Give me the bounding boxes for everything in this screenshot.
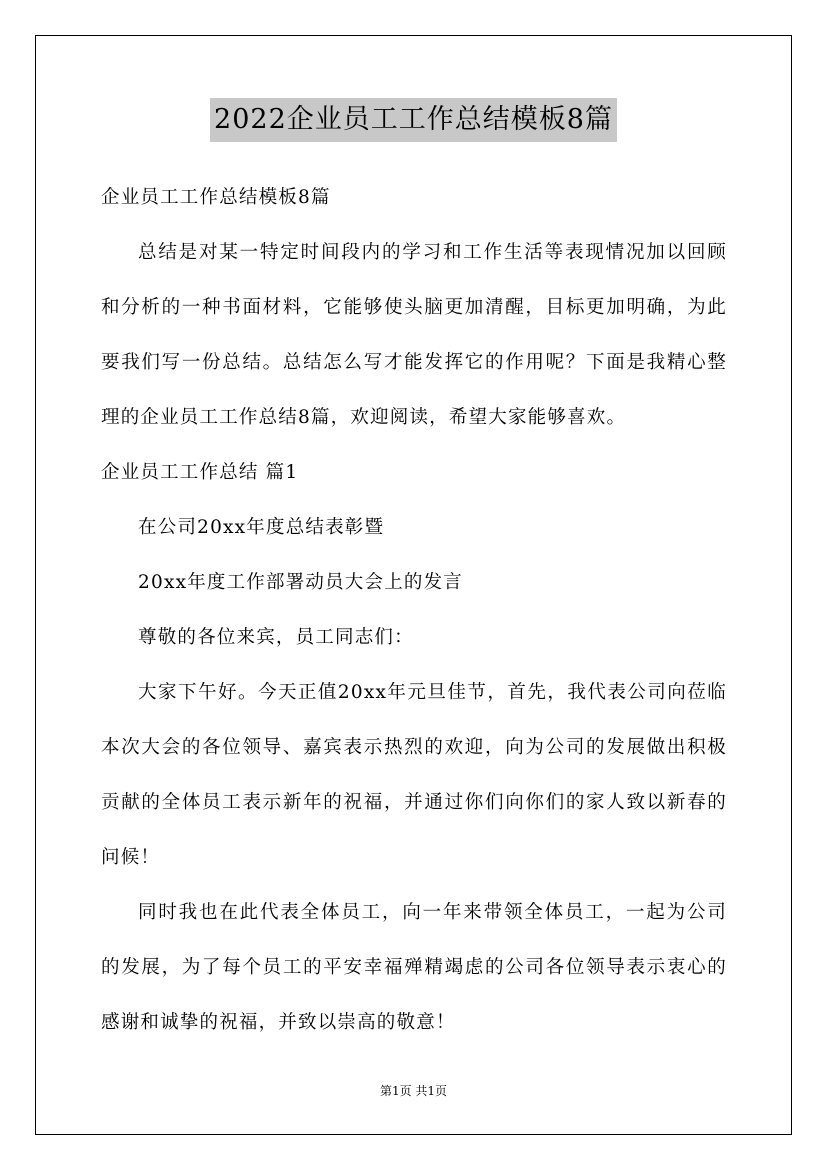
page-footer: 第1页 共1页 — [379, 1084, 448, 1098]
document-body — [101, 170, 727, 1050]
title-wrap — [0, 98, 827, 142]
paragraph: 尊敬的各位来宾，员工同志们： — [138, 627, 414, 648]
paragraph: 总结是对某一特定时间段内的学习和工作生活等表现情况加以回顾和分析的一种书面材料，它能够使头脑更加清醒，目标更加明确，为此要我们写一份总结。总结怎么写才能发挥它的作用呢？下面是我精心整理的企业员工工作总结8篇，欢迎阅读，希望大家能够喜欢。 — [101, 242, 727, 428]
paragraph: 大家下午好。今天正值20xx年元旦佳节，首先，我代表公司向莅临本次大会的各位领导、嘉宾表示热烈的欢迎，向为公司的发展做出积极贡献的全体员工表示新年的祝福，并通过你们向你们的家人致以新春的问候！ — [101, 682, 727, 868]
paragraph: 20xx年度工作部署动员大会上的发言 — [138, 572, 464, 593]
document-title: 2022企业员工工作总结模板8篇 — [210, 98, 617, 142]
paragraph: 企业员工工作总结模板8篇 — [101, 187, 331, 208]
paragraph: 同时我也在此代表全体员工，向一年来带领全体员工，一起为公司的发展，为了每个员工的平安幸福殚精竭虑的公司各位领导表示衷心的感谢和诚挚的祝福，并致以崇高的敬意！ — [101, 902, 727, 1033]
section-heading: 企业员工工作总结 篇1 — [101, 462, 299, 483]
paragraph: 在公司20xx年度总结表彰暨 — [138, 517, 385, 538]
